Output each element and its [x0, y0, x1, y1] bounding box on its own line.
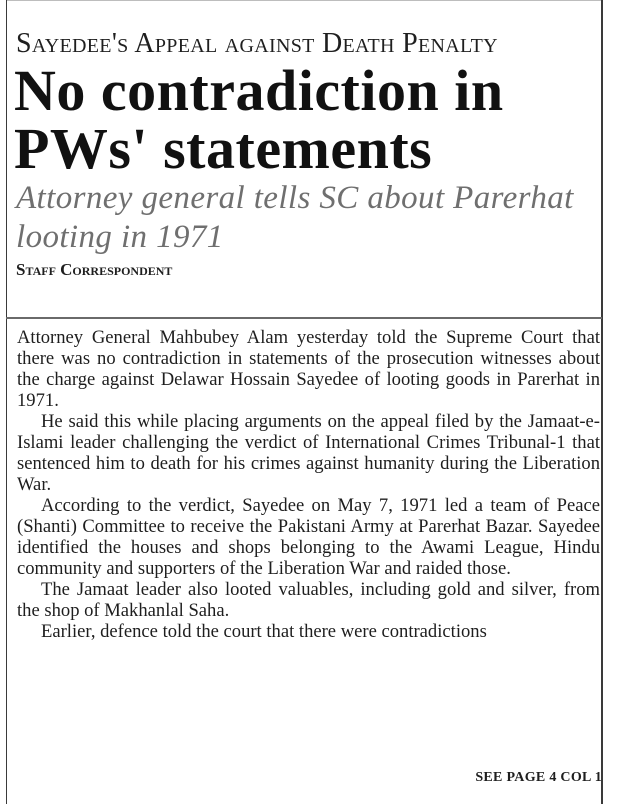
frame-top-border	[6, 0, 602, 1]
body-paragraph: Earlier, defence told the court that there were contradictions	[41, 621, 487, 642]
frame-right-border	[601, 0, 603, 804]
header-divider	[6, 317, 602, 319]
article-headline: No contradiction in PWs' statements	[14, 58, 504, 181]
article-subheadline: Attorney general tells SC about Parerhat looting in 1971	[16, 180, 574, 255]
article-header	[16, 30, 596, 280]
body-paragraph: According to the verdict, Sayedee on May 7, 1971 led a team of Peace (Shanti) Committee to receive the Pakistani Army at Parerhat Bazar. Sayedee identified the houses and shops belonging to the Awami League, Hindu community and supporters of the Liberation War and raided those.	[17, 495, 600, 579]
article-byline: Staff Correspondent	[16, 260, 173, 279]
article-kicker: Sayedee's Appeal against Death Penalty	[16, 28, 498, 59]
frame-left-border	[6, 0, 7, 804]
body-paragraph: The Jamaat leader also looted valuables, including gold and silver, from the shop of Makhanlal Saha.	[17, 579, 600, 621]
article-body	[17, 327, 600, 642]
body-paragraph: He said this while placing arguments on the appeal filed by the Jamaat-e-Islami leader challenging the verdict of International Crimes Tribunal-1 that sentenced him to death for his crimes against humanity during the Liberation War.	[17, 411, 600, 495]
continuation-jump-line: SEE PAGE 4 COL 1	[475, 770, 602, 785]
body-paragraph: Attorney General Mahbubey Alam yesterday told the Supreme Court that there was no contradiction in statements of the prosecution witnesses about the charge against Delawar Hossain Sayedee of looting goods in Parerhat in 1971.	[17, 327, 600, 411]
